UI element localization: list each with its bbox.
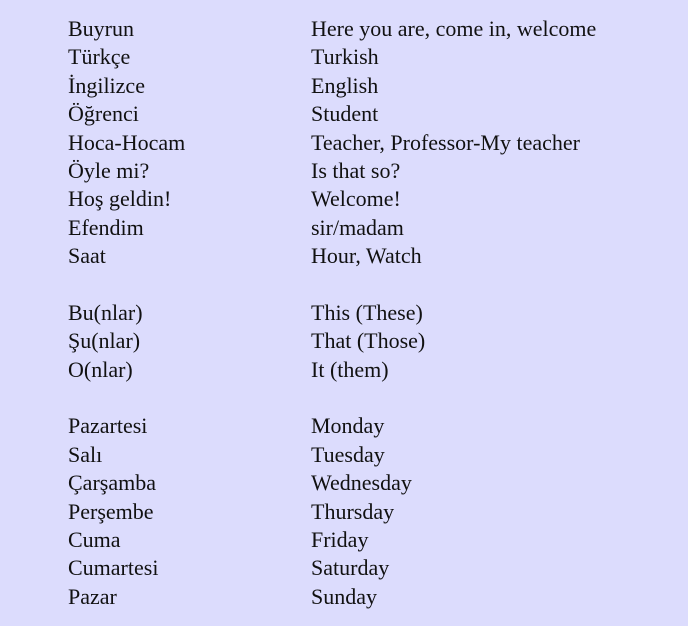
english-meaning: sir/madam bbox=[311, 214, 404, 240]
vocab-row bbox=[0, 72, 688, 100]
english-meaning: That (Those) bbox=[311, 328, 426, 354]
turkish-term: Salı bbox=[68, 441, 103, 467]
english-meaning: Student bbox=[311, 101, 379, 127]
group-spacer bbox=[0, 271, 688, 299]
vocab-row bbox=[0, 129, 688, 157]
vocab-row bbox=[0, 242, 688, 270]
vocab-row bbox=[0, 327, 688, 355]
english-meaning: Wednesday bbox=[311, 470, 412, 496]
vocab-row bbox=[0, 214, 688, 242]
vocab-row bbox=[0, 554, 688, 582]
turkish-term: Hoş geldin! bbox=[68, 186, 172, 212]
english-meaning: It (them) bbox=[311, 356, 389, 382]
vocab-row bbox=[0, 412, 688, 440]
vocab-row bbox=[0, 498, 688, 526]
vocab-row bbox=[0, 100, 688, 128]
turkish-term: O(nlar) bbox=[68, 356, 133, 382]
vocab-row bbox=[0, 441, 688, 469]
english-meaning: Welcome! bbox=[311, 186, 401, 212]
turkish-term: Öyle mi? bbox=[68, 157, 150, 183]
turkish-term: Saat bbox=[68, 243, 106, 269]
vocab-row bbox=[0, 583, 688, 611]
vocab-row bbox=[0, 15, 688, 43]
turkish-term: Efendim bbox=[68, 214, 144, 240]
english-meaning: Friday bbox=[311, 527, 369, 553]
vocab-row bbox=[0, 43, 688, 71]
vocab-row bbox=[0, 157, 688, 185]
turkish-term: Çarşamba bbox=[68, 470, 156, 496]
english-meaning: This (These) bbox=[311, 299, 423, 325]
vocab-row bbox=[0, 526, 688, 554]
english-meaning: Teacher, Professor-My teacher bbox=[311, 129, 580, 155]
turkish-term: Cuma bbox=[68, 527, 121, 553]
english-meaning: Saturday bbox=[311, 555, 390, 581]
turkish-term: Hoca-Hocam bbox=[68, 129, 186, 155]
english-meaning: Monday bbox=[311, 413, 385, 439]
vocab-row bbox=[0, 469, 688, 497]
group-spacer bbox=[0, 384, 688, 412]
turkish-term: İngilizce bbox=[68, 72, 145, 98]
english-meaning: Is that so? bbox=[311, 157, 401, 183]
english-meaning: Turkish bbox=[311, 44, 379, 70]
turkish-term: Buyrun bbox=[68, 15, 134, 41]
turkish-term: Bu(nlar) bbox=[68, 299, 143, 325]
english-meaning: Thursday bbox=[311, 498, 395, 524]
turkish-term: Perşembe bbox=[68, 498, 154, 524]
turkish-term: Şu(nlar) bbox=[68, 328, 141, 354]
english-meaning: English bbox=[311, 72, 379, 98]
english-meaning: Here you are, come in, welcome bbox=[311, 15, 597, 41]
vocab-row bbox=[0, 356, 688, 384]
turkish-term: Pazar bbox=[68, 583, 117, 609]
turkish-term: Öğrenci bbox=[68, 101, 139, 127]
english-meaning: Tuesday bbox=[311, 441, 385, 467]
english-meaning: Hour, Watch bbox=[311, 243, 422, 269]
turkish-term: Pazartesi bbox=[68, 413, 148, 439]
vocab-row bbox=[0, 299, 688, 327]
turkish-term: Cumartesi bbox=[68, 555, 159, 581]
vocab-row bbox=[0, 185, 688, 213]
english-meaning: Sunday bbox=[311, 583, 377, 609]
turkish-term: Türkçe bbox=[68, 44, 131, 70]
